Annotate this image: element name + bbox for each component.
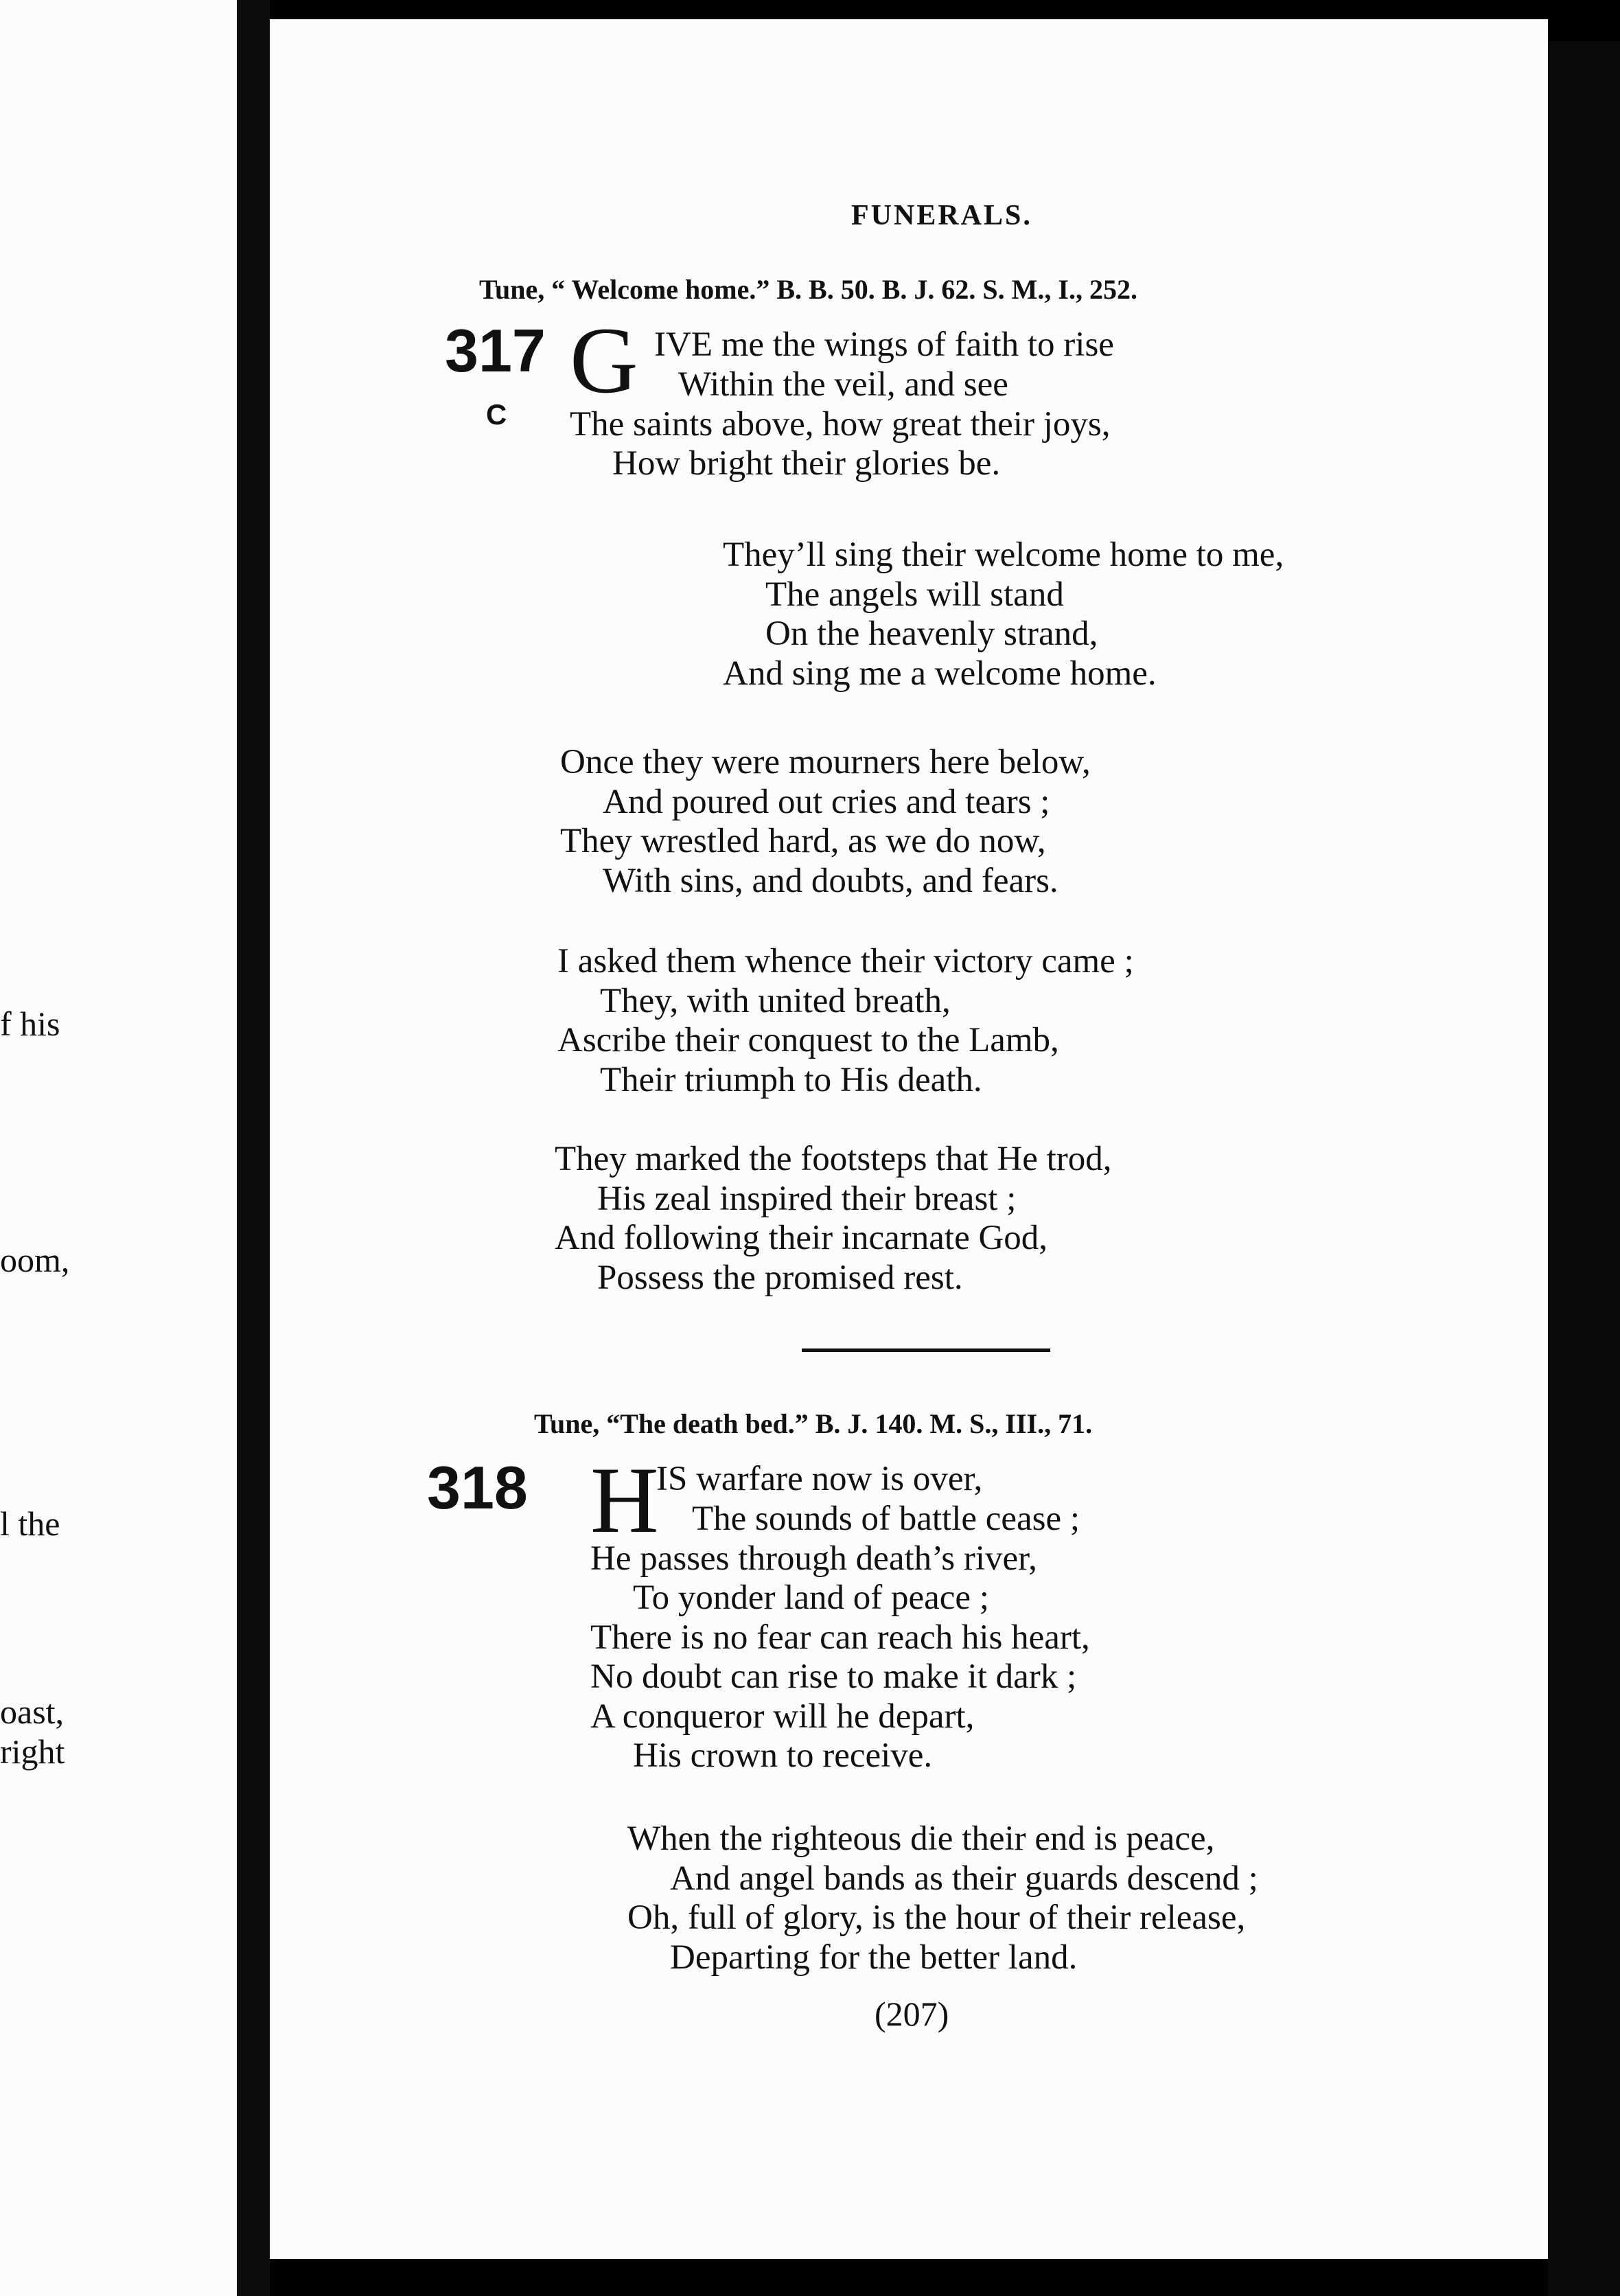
verse-line: I asked them whence their victory came ; bbox=[557, 942, 1134, 980]
hymn-318-chorus bbox=[627, 1819, 1258, 1977]
section-divider-rule bbox=[802, 1348, 1050, 1352]
verse-line: The saints above, how great their joys, bbox=[570, 404, 1111, 444]
verse-line: He passes through death’s river, bbox=[590, 1539, 1037, 1578]
verse-line: Possess the promised rest. bbox=[597, 1258, 963, 1297]
facing-page-fragment: f his bbox=[0, 1004, 60, 1043]
verse-line: And poured out cries and tears ; bbox=[603, 782, 1050, 821]
hymn-318-drop-cap: H bbox=[590, 1447, 659, 1552]
verse-line: With sins, and doubts, and fears. bbox=[603, 861, 1058, 900]
page-number: (207) bbox=[875, 1995, 949, 2033]
page-edge-shadow bbox=[1548, 41, 1620, 2296]
verse-line: There is no fear can reach his heart, bbox=[590, 1618, 1090, 1657]
hymn-318-stanza-1 bbox=[590, 1500, 1090, 1776]
verse-line: And sing me a welcome home. bbox=[723, 654, 1157, 693]
facing-page-fragment: oast, bbox=[0, 1692, 65, 1731]
hymn-317-stanza-2 bbox=[560, 743, 1091, 901]
hymn-318-tune-line: Tune, “The death bed.” B. J. 140. M. S., III., 71. bbox=[534, 1408, 1093, 1439]
verse-line: And angel bands as their guards descend ; bbox=[670, 1859, 1258, 1898]
verse-line: Departing for the better land. bbox=[670, 1938, 1078, 1977]
facing-page-fragment: right bbox=[0, 1732, 65, 1771]
verse-line: To yonder land of peace ; bbox=[633, 1578, 989, 1617]
hymn-317-stanza-4 bbox=[555, 1140, 1112, 1298]
verse-line: And following their incarnate God, bbox=[555, 1219, 1048, 1257]
verse-line: They, with united breath, bbox=[600, 981, 951, 1020]
hymn-317-stanza-3 bbox=[557, 942, 1134, 1100]
book-gutter bbox=[237, 0, 270, 2296]
facing-page-fragment: oom, bbox=[0, 1241, 70, 1279]
verse-line: A conqueror will he depart, bbox=[590, 1697, 975, 1736]
verse-line: No doubt can rise to make it dark ; bbox=[590, 1657, 1077, 1696]
verse-line: Once they were mourners here below, bbox=[560, 743, 1091, 781]
facing-page bbox=[0, 0, 237, 2296]
verse-line: His crown to receive. bbox=[633, 1736, 933, 1775]
hymn-318-number: 318 bbox=[427, 1454, 528, 1522]
verse-line: Their triumph to His death. bbox=[600, 1060, 982, 1099]
hymn-317-stanza-1 bbox=[570, 365, 1110, 484]
hymn-317-first-line: IVE me the wings of faith to rise bbox=[654, 325, 1114, 364]
verse-line: The sounds of battle cease ; bbox=[692, 1500, 1080, 1538]
facing-page-fragment: l the bbox=[0, 1504, 60, 1543]
verse-line: They’ll sing their welcome home to me, bbox=[723, 536, 1284, 574]
hymn-317-letter: C bbox=[486, 398, 507, 430]
verse-line: Within the veil, and see bbox=[678, 365, 1008, 404]
verse-line: Oh, full of glory, is the hour of their release, bbox=[627, 1898, 1246, 1937]
verse-line: The angels will stand bbox=[765, 575, 1064, 614]
verse-line: Ascribe their conquest to the Lamb, bbox=[557, 1021, 1059, 1059]
verse-line: His zeal inspired their breast ; bbox=[597, 1179, 1017, 1218]
running-header: FUNERALS. bbox=[851, 200, 1032, 231]
hymn-317-tune-line: Tune, “ Welcome home.” B. B. 50. B. J. 62. S. M., I., 252. bbox=[479, 274, 1137, 305]
verse-line: They wrestled hard, as we do now, bbox=[560, 822, 1046, 860]
hymn-318-first-line: IS warfare now is over, bbox=[656, 1460, 983, 1498]
verse-line: How bright their glories be. bbox=[612, 444, 1001, 483]
verse-line: They marked the footsteps that He trod, bbox=[555, 1140, 1112, 1178]
verse-line: When the righteous die their end is peace, bbox=[627, 1819, 1215, 1858]
hymn-317-number: 317 bbox=[445, 317, 546, 384]
hymn-317-drop-cap: G bbox=[570, 308, 638, 413]
verse-line: On the heavenly strand, bbox=[765, 615, 1098, 653]
hymn-317-chorus bbox=[723, 536, 1284, 693]
